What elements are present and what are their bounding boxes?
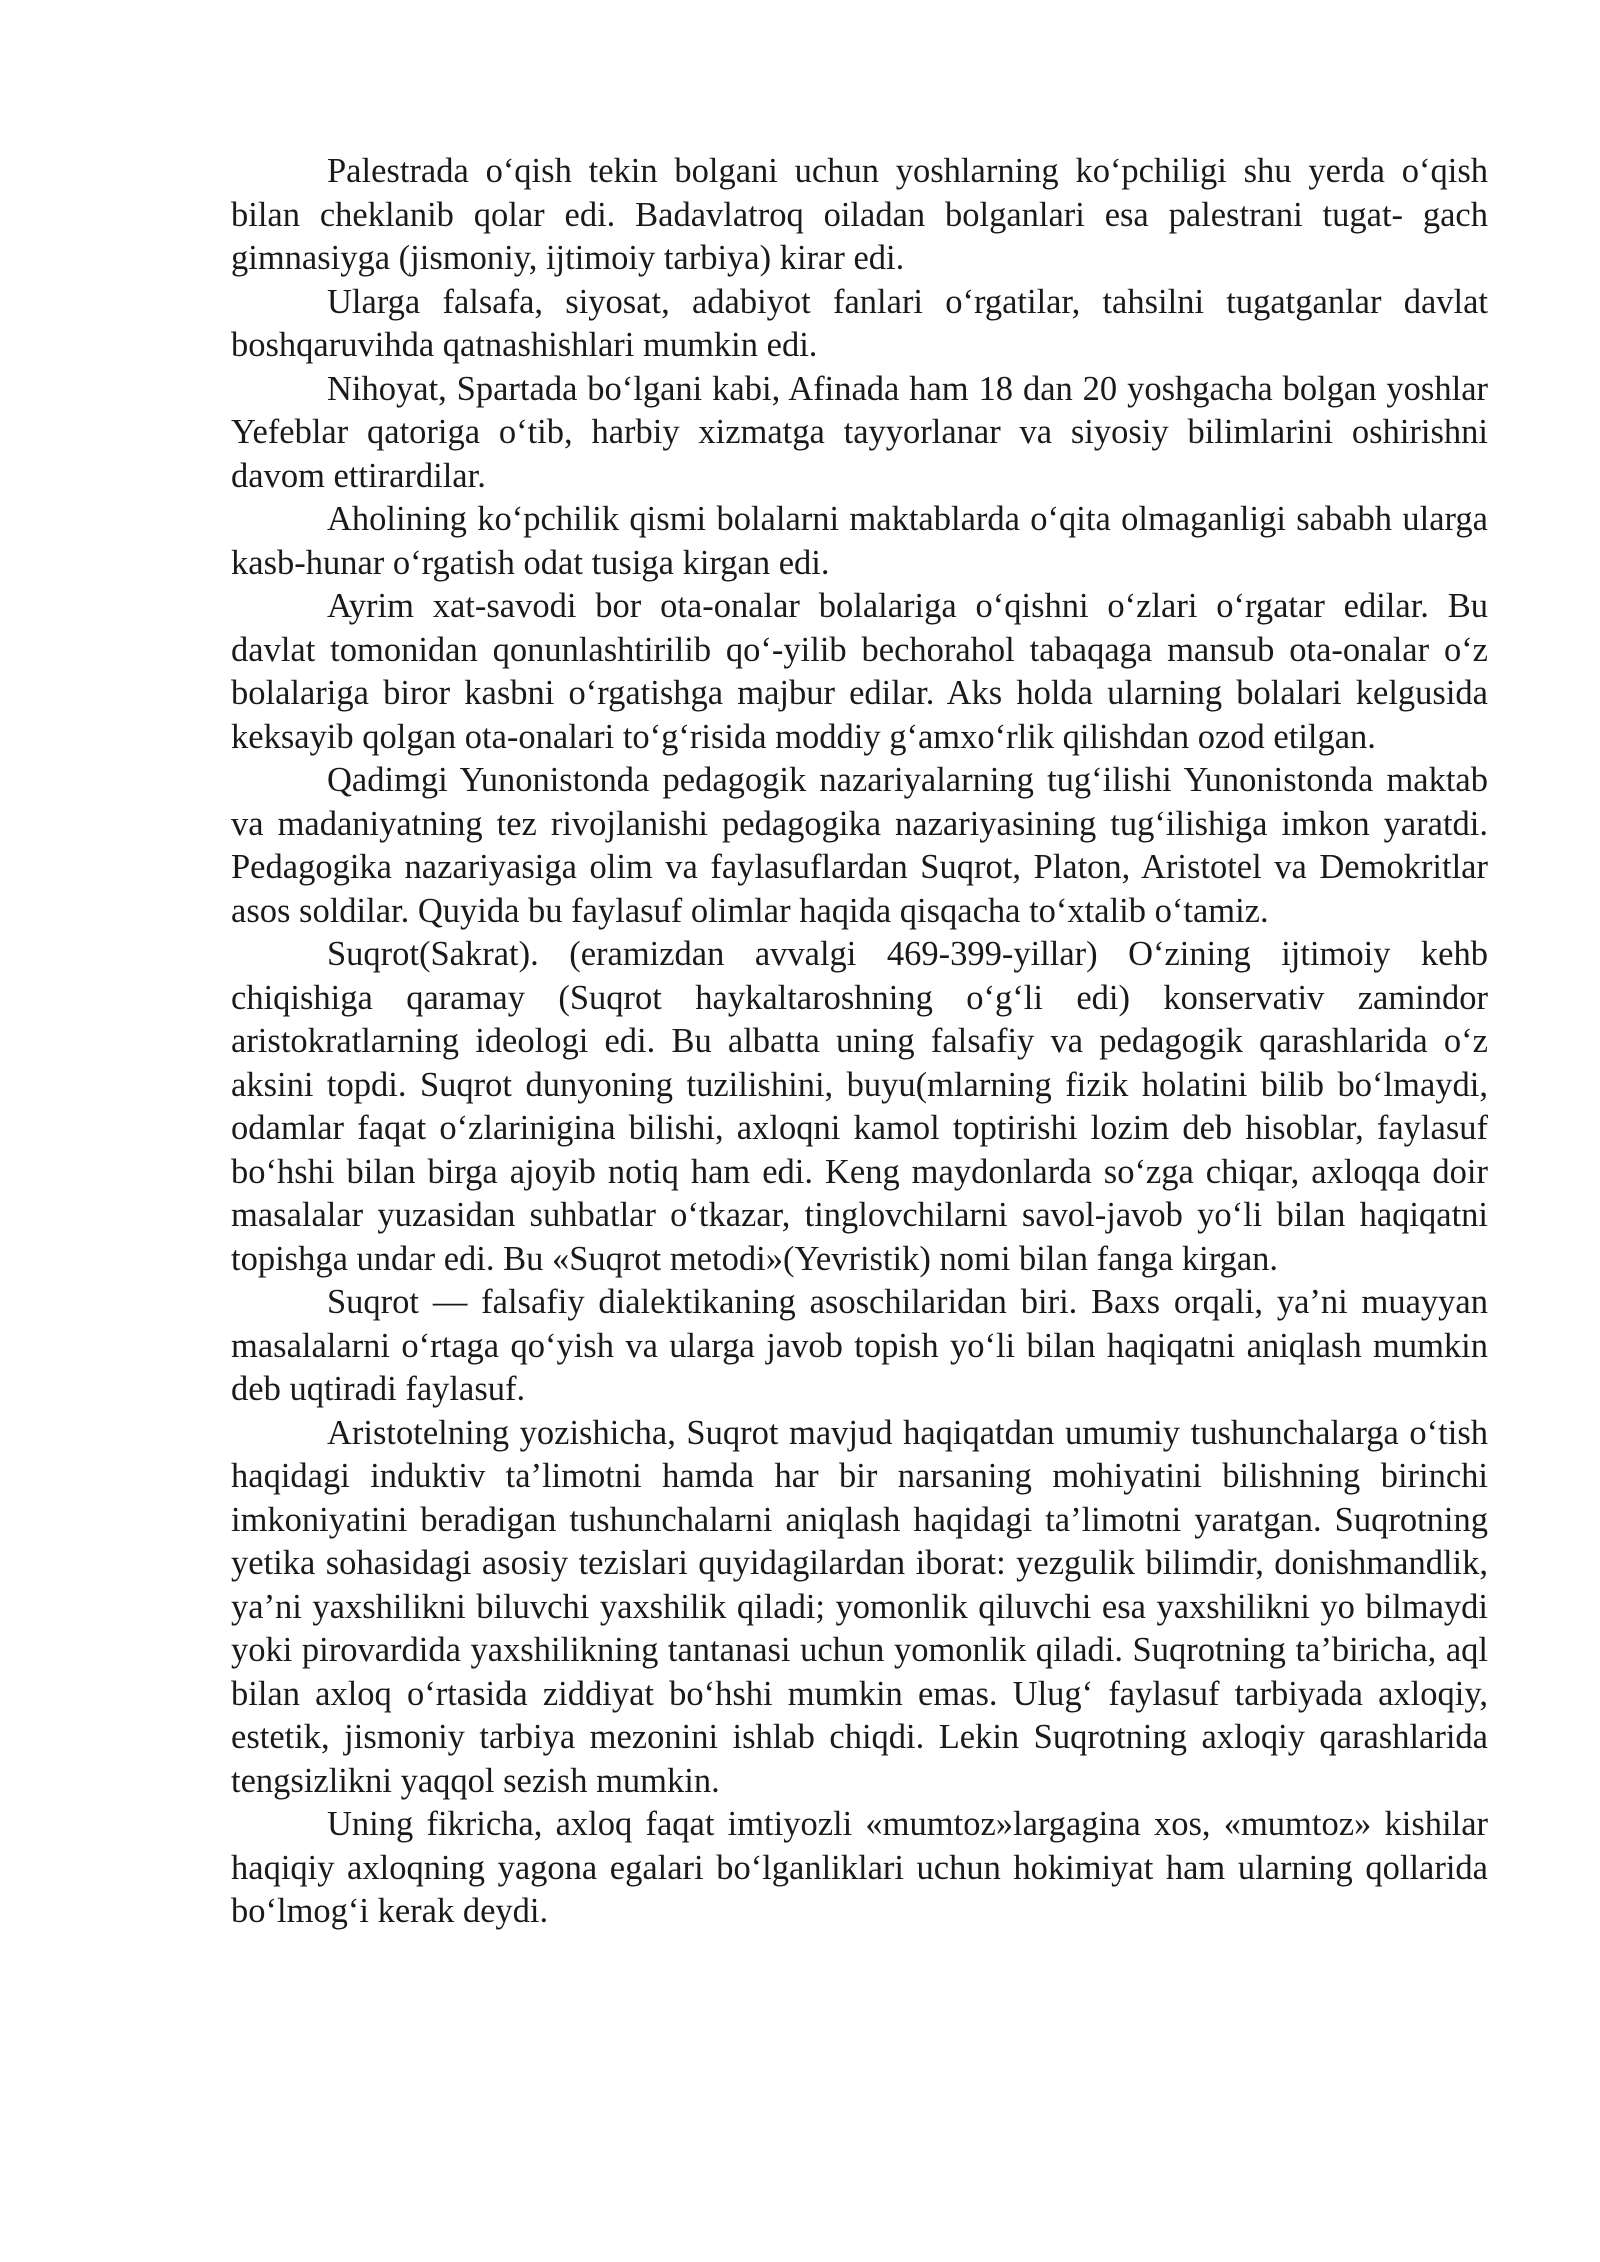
document-page	[231, 150, 1488, 1934]
paragraph: Uning fikricha, axloq faqat imtiyozli «mumtoz»largagina xos, «mumtoz» kishilar haqiqiy axloqning yagona egalari bo‘lganliklari uchun hokimiyat ham ularning qollarida bo‘lmog‘i kerak deydi.	[231, 1805, 1488, 1930]
paragraph: Suqrot(Sakrat). (eramizdan avvalgi 469-399-yillar) O‘zining ijtimoiy kehb chiqishiga qaramay (Suqrot haykaltaroshning o‘g‘li edi) konservativ zamindor aristokratlarning ideologi edi. Bu albatta uning falsafiy va pedagogik qarashlarida o‘z aksini topdi. Suqrot dunyoning tuzilishini, buyu(mlarning fizik holatini bilib bo‘lmaydi, odamlar faqat o‘zlarinigina bilishi, axloqni kamol toptirishi lozim deb hisoblar, faylasuf bo‘hshi bilan birga ajoyib notiq ham edi. Keng maydonlarda so‘zga chiqar, axloqqa doir masalalar yuzasidan suhbatlar o‘tkazar, tinglovchilarni savol-javob yo‘li bilan haqiqatni topishga undar edi. Bu «Suqrot metodi»(Yevristik) nomi bilan fanga kirgan.	[231, 935, 1488, 1278]
paragraph: Ayrim xat-savodi bor ota-onalar bolalariga o‘qishni o‘zlari o‘rgatar edilar. Bu davlat tomonidan qonunlashtirilib qo‘-yilib bechorahol tabaqaga mansub ota-onalar o‘z bolalariga biror kasbni o‘rgatishga majbur edilar. Aks holda ularning bolalari kelgusida keksayib qolgan ota-onalari to‘g‘risida moddiy g‘amxo‘rlik qilishdan ozod etilgan.	[231, 587, 1488, 756]
paragraph: Aholining ko‘pchilik qismi bolalarni maktablarda o‘qita olmaganligi sababh ularga kasb-hunar o‘rgatish odat tusiga kirgan edi.	[231, 500, 1488, 582]
paragraph: Suqrot — falsafiy dialektikaning asoschilaridan biri. Baxs orqali, ya’ni muayyan masalalarni o‘rtaga qo‘yish va ularga javob topish yo‘li bilan haqiqatni aniqlash mumkin deb uqtiradi faylasuf.	[231, 1283, 1488, 1408]
paragraph: Ularga falsafa, siyosat, adabiyot fanlari o‘rgatilar, tahsilni tugatganlar davlat boshqaruvihda qatnashishlari mumkin edi.	[231, 282, 1488, 364]
paragraph: Qadimgi Yunonistonda pedagogik nazariyalarning tug‘ilishi Yunonistonda maktab va madaniyatning tez rivojlanishi pedagogika nazariyasining tug‘ilishiga imkon yaratdi. Pedagogika nazariyasiga olim va faylasuflardan Suqrot, Platon, Aristotel va Demokritlar asos soldilar. Quyida bu faylasuf olimlar haqida qisqacha to‘xtalib o‘tamiz.	[231, 761, 1488, 930]
paragraph: Palestrada o‘qish tekin bolgani uchun yoshlarning ko‘pchiligi shu yerda o‘qish bilan cheklanib qolar edi. Badavlatroq oiladan bolganlari esa palestrani tugat- gach gimnasiyga (jismoniy, ijtimoiy tarbiya) kirar edi.	[231, 152, 1488, 277]
paragraph: Aristotelning yozishicha, Suqrot mavjud haqiqatdan umumiy tushunchalarga o‘tish haqidagi induktiv ta’limotni hamda har bir narsaning mohiyatini bilishning birinchi imkoniyatini beradigan tushunchalarni aniqlash haqidagi ta’limotni yaratgan. Suqrotning yetika sohasidagi asosiy tezislari quyidagilardan iborat: yezgulik bilimdir, donishmandlik, ya’ni yaxshilikni biluvchi yaxshilik qiladi; yomonlik qiluvchi esa yaxshilikni yo bilmaydi yoki pirovardida yaxshilikning tantanasi uchun yomonlik qiladi. Suqrotning ta’biricha, aql bilan axloq o‘rtasida ziddiyat bo‘hshi mumkin emas. Ulug‘ faylasuf tarbiyada axloqiy, estetik, jismoniy tarbiya mezonini ishlab chiqdi. Lekin Suqrotning axloqiy qarashlarida tengsizlikni yaqqol sezish mumkin.	[231, 1413, 1488, 1800]
paragraph: Nihoyat, Spartada bo‘lgani kabi, Afinada ham 18 dan 20 yoshgacha bolgan yoshlar Yefeblar qatoriga o‘tib, harbiy xizmatga tayyorlanar va siyosiy bilimlarini oshirishni davom ettirardilar.	[231, 369, 1488, 495]
